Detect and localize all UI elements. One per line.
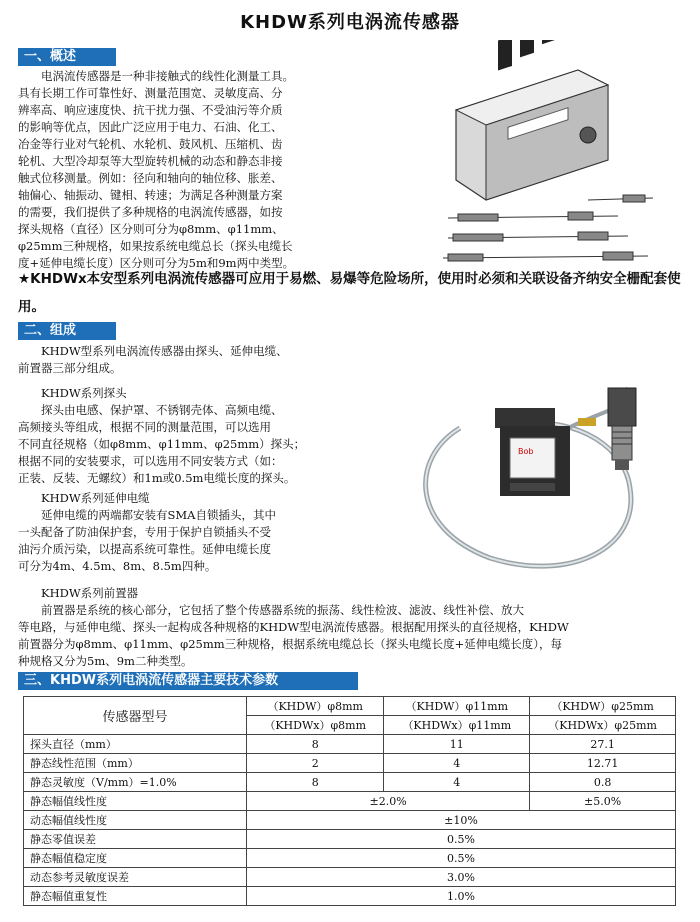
overview-line: 冶金等行业对气轮机、水轮机、鼓风机、压缩机、齿 [18, 137, 283, 151]
cell: 4 [384, 754, 530, 773]
overview-line: 辨率高、响应速度快、抗干扰力强、不受油污等介质 [18, 103, 283, 117]
composition-line: KHDW型系列电涡流传感器由探头、延伸电缆、 [41, 344, 288, 358]
row-label: 静态零值误差 [24, 830, 247, 849]
table-row [24, 773, 676, 792]
table-header-row [24, 697, 676, 716]
probe-line: 高频接头等组成，根据不同的测量范围，可以选用 [18, 420, 271, 434]
table-row [24, 868, 676, 887]
page-title: KHDW系列电涡流传感器 [240, 12, 460, 33]
preamp-box-drawing [456, 40, 608, 200]
overview-line: 度+延伸电缆长度）区分则可分为5m和9m两中类型。 [18, 256, 295, 270]
row-label: 动态参考灵敏度误差 [24, 868, 247, 887]
cell: 4 [384, 773, 530, 792]
overview-line: 的需要，我们提供了多种规格的电涡流传感器，如按 [18, 205, 283, 219]
product-photo-system [400, 368, 690, 598]
row-label: 静态幅值重复性 [24, 887, 247, 906]
preamp-line: 前置器是系统的核心部分，它包括了整个传感器系统的振荡、线性检波、滤波、线性补偿、放大 [41, 603, 524, 617]
overview-line: 轮机、大型冷却泵等大型旋转机械的动态和静态非接 [18, 154, 283, 168]
spec-table [23, 696, 676, 906]
cell: 12.71 [530, 754, 676, 773]
overview-line: φ25mm三种规格，如果按系统电缆总长（探头电缆长 [18, 239, 293, 253]
row-label: 探头直径（mm） [24, 735, 247, 754]
cell: 2 [247, 754, 384, 773]
cell: ±10% [247, 811, 676, 830]
cable-section [18, 490, 368, 575]
section-heading-composition: 二、组成 [18, 322, 116, 340]
preamp-section [18, 585, 690, 670]
cable-line: 可分为4m、4.5m、8m、8.5m四种。 [18, 559, 217, 573]
row-label: 静态线性范围（mm） [24, 754, 247, 773]
header-model-label: 传感器型号 [24, 697, 247, 735]
preamp-line: 前置器分为φ8mm、φ11mm、φ25mm三种规格，根据系统电缆总长（探头电缆长度+延伸电缆长度），每 [18, 637, 563, 651]
row-label: 动态幅值线性度 [24, 811, 247, 830]
probe-line: 探头由电感、保护罩、不锈钢壳体、高频电缆、 [41, 403, 283, 417]
probe-line: 不同直径规格（如φ8mm、φ11mm、φ25mm）探头； [18, 437, 306, 451]
preamp-title: KHDW系列前置器 [41, 586, 139, 600]
table-row [24, 830, 676, 849]
composition-intro [18, 343, 368, 377]
cable-title: KHDW系列延伸电缆 [41, 491, 150, 505]
cell: 8 [247, 735, 384, 754]
table-row [24, 887, 676, 906]
table-row [24, 792, 676, 811]
header-col2-a: （KHDW）φ11mm [384, 697, 530, 716]
table-row [24, 849, 676, 868]
overview-text [18, 68, 376, 272]
section-heading-overview: 一、概述 [18, 48, 116, 66]
header-col3-b: （KHDWx）φ25mm [530, 716, 676, 735]
product-photo-preamp-probes [438, 40, 688, 270]
cable-line: 延伸电缆的两端都安装有SMA自锁插头，其中 [41, 508, 276, 522]
cell: 1.0% [247, 887, 676, 906]
header-col1-a: （KHDW）φ8mm [247, 697, 384, 716]
header-col1-b: （KHDWx）φ8mm [247, 716, 384, 735]
row-label: 静态幅值线性度 [24, 792, 247, 811]
probe-head-drawing [608, 388, 636, 470]
overview-line: 探头规格（直径）区分则可分为φ8mm、φ11mm、 [18, 222, 284, 236]
cell: 8 [247, 773, 384, 792]
header-col2-b: （KHDWx）φ11mm [384, 716, 530, 735]
table-row [24, 811, 676, 830]
preamp-line: 等电路，与延伸电缆、探头一起构成各种规格的KHDW型电涡流传感器。根据配用探头的直径规格，KHDW [18, 620, 569, 634]
header-col3-a: （KHDW）φ25mm [530, 697, 676, 716]
cable-line: 一头配备了防油保护套，专用于保护自锁插头不受 [18, 525, 271, 539]
row-label: 静态幅值稳定度 [24, 849, 247, 868]
cell: 0.5% [247, 830, 676, 849]
cell: 0.5% [247, 849, 676, 868]
overview-line: 电涡流传感器是一种非接触式的线性化测量工具。 [41, 69, 294, 83]
table-row [24, 735, 676, 754]
probe-line: 正装、反装、无螺纹）和1m或0.5m电缆长度的探头。 [18, 471, 296, 485]
preamp-drawing [495, 408, 570, 496]
cell: 11 [384, 735, 530, 754]
safety-warning: ★KHDWx本安型系列电涡流传感器可应用于易燃、易爆等危险场所，使用时必须和关联设备齐纳安全栅配套使用。 [18, 271, 681, 315]
cell: ±5.0% [530, 792, 676, 811]
cell: 27.1 [530, 735, 676, 754]
table-row [24, 754, 676, 773]
preamp-label: Bob [518, 447, 534, 456]
overview-line: 具有长期工作可靠性好、测量范围宽、灵敏度高、分 [18, 86, 283, 100]
overview-line: 触式位移测量。例如：径向和轴向的轴位移、胀差、 [18, 171, 283, 185]
overview-line: 轴偏心、轴振动、键相、转速；为满足各种测量方案 [18, 188, 283, 202]
section-heading-params: 三、KHDW系列电涡流传感器主要技术参数 [18, 672, 358, 690]
cell: ±2.0% [247, 792, 530, 811]
probe-line: 根据不同的安装要求，可以选用不同安装方式（如： [18, 454, 283, 468]
composition-line: 前置器三部分组成。 [18, 361, 122, 375]
cell: 3.0% [247, 868, 676, 887]
preamp-line: 种规格又分为5m、9m二种类型。 [18, 654, 193, 668]
cell: 0.8 [530, 773, 676, 792]
row-label: 静态灵敏度（V/mm）=1.0% [24, 773, 247, 792]
cable-line: 油污介质污染，以提高系统可靠性。延伸电缆长度 [18, 542, 271, 556]
probe-title: KHDW系列探头 [41, 386, 127, 400]
overview-line: 的影响等优点，因此广泛应用于电力、石油、化工、 [18, 120, 283, 134]
probe-section [18, 385, 368, 487]
